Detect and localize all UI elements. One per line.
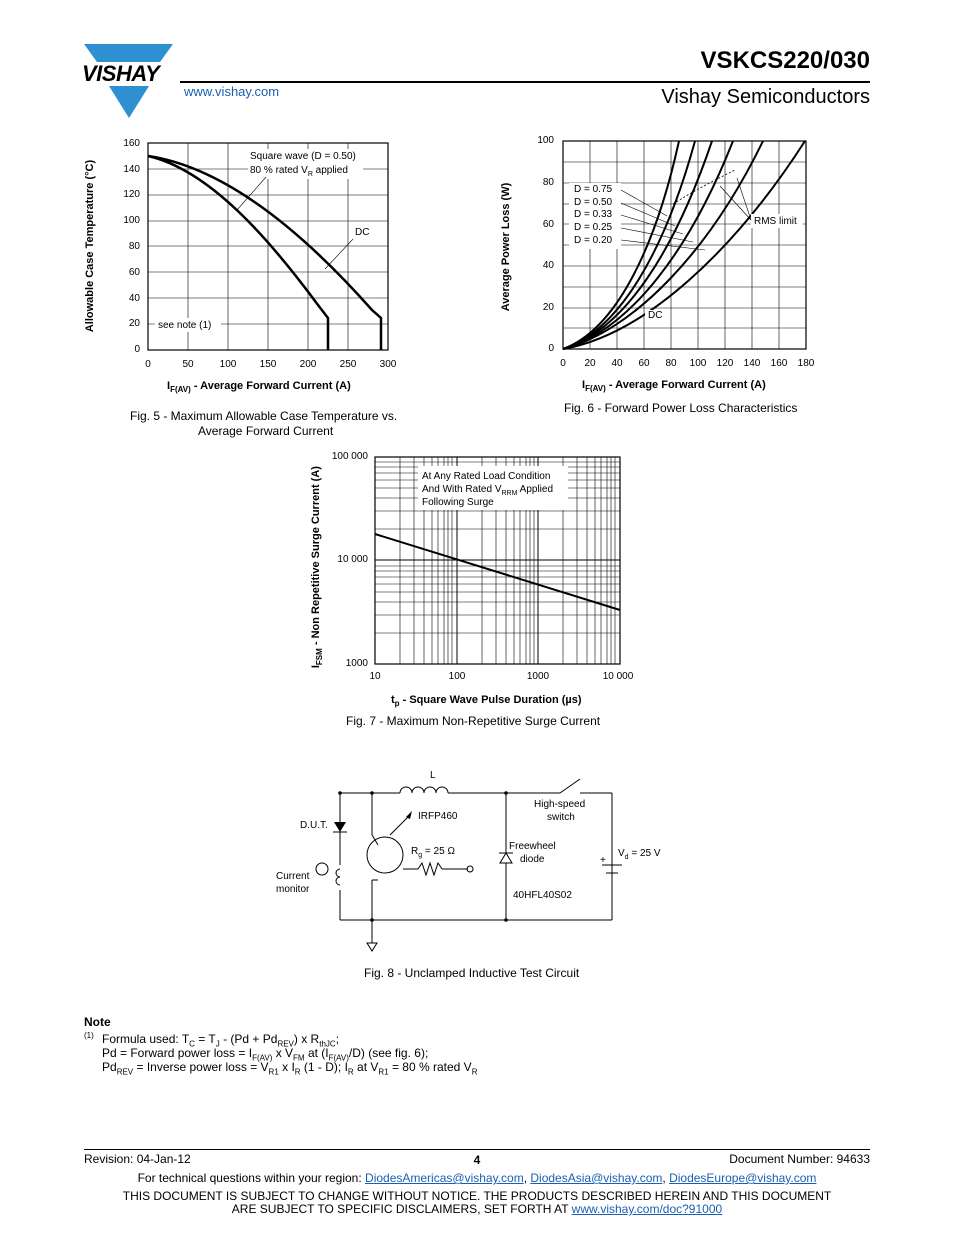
fig5-ytick: 60 <box>128 267 140 278</box>
fig5-xtick: 150 <box>259 359 277 370</box>
logo-text: VISHAY <box>82 61 160 86</box>
fig6-xtick: 0 <box>560 358 566 369</box>
fig8-current-monitor-1: Current <box>276 871 310 882</box>
fig7-ytick: 10 000 <box>337 554 368 565</box>
fig5-xlabel: $I_{F(AV)}$ - Average Forward Current (A) <box>167 380 351 395</box>
fig5-xtick: 300 <box>379 359 397 370</box>
fig6-ylabel: Average Power Loss (W) <box>500 182 512 312</box>
fig6-xtick: 180 <box>797 358 815 369</box>
fig5-xtick: 50 <box>182 359 194 370</box>
note-line-3: $Pd_{REV}$ = Inverse power loss = $V_{R1}$ x $I_R$ (1 - D); $I_R$ at $V_{R1} = 80$ % rated $V_R$ <box>102 1060 478 1077</box>
fig6-ytick: 0 <box>548 343 554 354</box>
fig8-switch-label-2: switch <box>547 812 575 823</box>
fig7-box-line1: At Any Rated Load Condition <box>422 471 551 482</box>
doc-subtitle: Vishay Semiconductors <box>661 86 870 108</box>
email-asia-link[interactable]: DiodesAsia@vishay.com <box>530 1171 663 1185</box>
fig5-xtick: 100 <box>219 359 237 370</box>
fig8-irfp-label: IRFP460 <box>418 811 458 822</box>
fig6-xtick: 120 <box>716 358 734 369</box>
fig6-ytick: 20 <box>542 302 554 313</box>
fig6-xtick: 40 <box>611 358 623 369</box>
fig8-current-monitor-2: monitor <box>276 884 310 895</box>
note-line-2: Pd = Forward power loss = $I_{F(AV)}$ x $V_{FM}$ at $(I_{F(AV)}/D)$ (see fig. 6); <box>102 1046 429 1063</box>
fig6-xtick: 20 <box>584 358 596 369</box>
footer-docnum: Document Number: 94633 <box>729 1152 870 1166</box>
fig5-ytick: 100 <box>123 215 140 226</box>
fig6-xlabel: $I_{F(AV)}$ - Average Forward Current (A) <box>582 379 766 394</box>
fig5-ytick: 20 <box>128 318 140 329</box>
footer-page-number: 4 <box>473 1153 481 1167</box>
fig5-annotation-square-1: Square wave (D = 0.50) <box>250 151 356 162</box>
fig7-ylabel: $I_{FSM}$ - Non Repetitive Surge Current (A) <box>309 466 325 669</box>
fig5-ytick: 0 <box>134 344 140 355</box>
fig6-dc-label: DC <box>648 310 663 321</box>
fig5-xtick: 0 <box>145 359 151 370</box>
fig8-part-label: 40HFL40S02 <box>513 890 572 901</box>
email-europe-link[interactable]: DiodesEurope@vishay.com <box>669 1171 817 1185</box>
header-rule <box>180 81 870 83</box>
fig8-freewheel-label-1: Freewheel <box>509 841 556 852</box>
fig8-rg-label: $R_g = 25$ Ω <box>411 846 455 859</box>
footer-rule <box>84 1149 870 1150</box>
fig7-xlabel: $t_p$ - Square Wave Pulse Duration (µs) <box>391 694 582 709</box>
fig6-ytick: 60 <box>542 219 554 230</box>
footer-disclaimer-2: ARE SUBJECT TO SPECIFIC DISCLAIMERS, SET FORTH AT www.vishay.com/doc?91000 <box>231 1202 723 1216</box>
fig5-ylabel: Allowable Case Temperature (°C) <box>84 159 96 333</box>
fig7-xtick: 100 <box>448 671 466 682</box>
fig5-xtick: 250 <box>339 359 357 370</box>
footer-disclaimer-1: THIS DOCUMENT IS SUBJECT TO CHANGE WITHOUT NOTICE. THE PRODUCTS DESCRIBED HEREIN AND THIS DOCUMENT <box>122 1189 832 1203</box>
fig6-xtick: 60 <box>638 358 650 369</box>
fig7-box-line2: And With Rated $V_{RRM}$ Applied <box>422 484 554 497</box>
doc-title: VSKCS220/030 <box>700 47 870 74</box>
fig7-chart <box>370 450 630 670</box>
fig8-switch-label-1: High-speed <box>534 799 586 810</box>
fig7-xtick: 1000 <box>526 671 550 682</box>
fig5-annotation-dc: DC <box>355 227 370 238</box>
vishay-logo <box>82 44 177 122</box>
fig8-caption: Fig. 8 - Unclamped Inductive Test Circuit <box>364 966 580 980</box>
fig6-xtick: 80 <box>665 358 677 369</box>
fig7-ytick: 100 000 <box>331 451 368 462</box>
fig8-plus-label: + <box>600 855 606 866</box>
fig8-vd-label: $V_d = 25$ V <box>618 848 661 861</box>
fig5-caption-2: Average Forward Current <box>198 424 334 438</box>
fig5-ytick: 160 <box>123 138 140 149</box>
footer-revision: Revision: 04-Jan-12 <box>84 1152 191 1166</box>
fig6-ytick: 80 <box>542 177 554 188</box>
fig6-legend-item: D = 0.50 <box>574 197 613 208</box>
fig8-circuit <box>270 765 670 965</box>
note-title: Note <box>84 1015 111 1029</box>
fig8-freewheel-label-2: diode <box>520 854 545 865</box>
fig6-xtick: 140 <box>743 358 761 369</box>
fig6-ytick: 40 <box>542 260 554 271</box>
fig7-caption: Fig. 7 - Maximum Non-Repetitive Surge Current <box>346 714 601 728</box>
fig6-legend-item: D = 0.75 <box>574 184 613 195</box>
fig7-xtick: 10 000 <box>602 671 634 682</box>
fig5-ytick: 120 <box>123 189 140 200</box>
fig8-inductor-label: L <box>430 770 436 781</box>
fig6-legend-item: D = 0.20 <box>574 235 613 246</box>
note-sup: (1) <box>84 1031 94 1040</box>
fig6-caption: Fig. 6 - Forward Power Loss Characteristics <box>564 401 798 415</box>
fig8-dut-label: D.U.T. <box>300 820 328 831</box>
fig5-caption-1: Fig. 5 - Maximum Allowable Case Temperature vs. <box>130 409 398 423</box>
note-line-1: Formula used: $T_C = T_J - (Pd + Pd_{REV})$ x $R_{thJC}$; <box>102 1032 340 1049</box>
email-americas-link[interactable]: DiodesAmericas@vishay.com <box>365 1171 524 1185</box>
fig7-box-line3: Following Surge <box>422 497 494 508</box>
fig6-xtick: 160 <box>770 358 788 369</box>
fig5-annotation-note: see note (1) <box>158 320 212 331</box>
fig6-rms-label: RMS limit <box>754 216 797 227</box>
fig5-xtick: 200 <box>299 359 317 370</box>
fig6-xtick: 100 <box>689 358 707 369</box>
fig5-ytick: 40 <box>128 293 140 304</box>
fig6-legend-item: D = 0.33 <box>574 209 613 220</box>
footer-contact: For technical questions within your region: DiodesAmericas@vishay.com, DiodesAsia@vishay.com, DiodesEurope@vishay.com <box>137 1171 817 1185</box>
vishay-url-link[interactable]: www.vishay.com <box>184 84 280 99</box>
fig7-ytick: 1000 <box>345 658 368 669</box>
fig7-xtick: 10 <box>369 671 381 682</box>
fig6-ytick: 100 <box>537 135 554 146</box>
disclaimer-link[interactable]: www.vishay.com/doc?91000 <box>571 1202 723 1216</box>
fig5-ytick: 80 <box>128 241 140 252</box>
fig5-annotation-square-2: 80 % rated $V_R$ applied <box>250 165 348 178</box>
fig6-legend-item: D = 0.25 <box>574 222 613 233</box>
fig5-ytick: 140 <box>123 164 140 175</box>
